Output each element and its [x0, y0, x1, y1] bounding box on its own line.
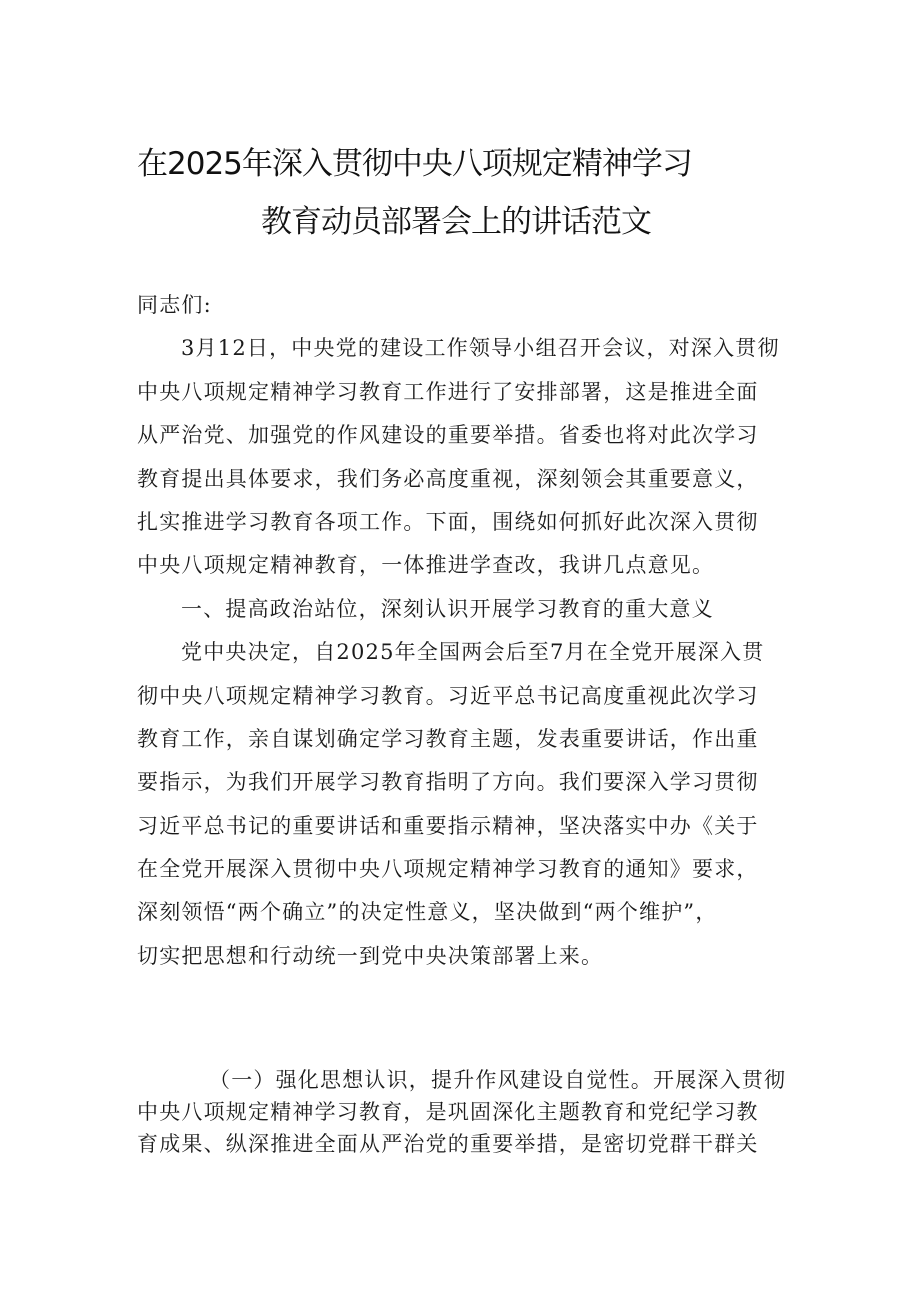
paragraph-2-line-2: 彻中央八项规定精神学习教育。习近平总书记高度重视此次学习	[137, 683, 759, 708]
paragraph-2-line-1: 党中央决定，自2025年全国两会后至7月在全党开展深入贯	[181, 640, 765, 665]
paragraph-1-line-2: 中央八项规定精神学习教育工作进行了安排部署，这是推进全面	[137, 379, 759, 404]
paragraph-1-line-5: 扎实推进学习教育各项工作。下面，围绕如何抓好此次深入贯彻	[137, 509, 759, 534]
paragraph-3-line-3: 育成果、纵深推进全面从严治党的重要举措，是密切党群干群关	[137, 1132, 759, 1156]
section-heading-1: 一、提高政治站位，深刻认识开展学习教育的重大意义	[181, 596, 714, 621]
document-title-line-1: 在2025年深入贯彻中央八项规定精神学习	[137, 146, 692, 182]
paragraph-3-line-1: （一）强化思想认识，提升作风建设自觉性。开展深入贯彻	[209, 1068, 787, 1092]
paragraph-2-line-5: 习近平总书记的重要讲话和重要指示精神，坚决落实中办《关于	[137, 813, 759, 838]
paragraph-1-line-6: 中央八项规定精神教育，一体推进学查改，我讲几点意见。	[137, 553, 715, 578]
paragraph-2-line-6: 在全党开展深入贯彻中央八项规定精神学习教育的通知》要求，	[137, 857, 759, 882]
paragraph-2-line-8: 切实把思想和行动统一到党中央决策部署上来。	[137, 943, 604, 968]
document-title-line-2: 教育动员部署会上的讲话范文	[261, 204, 651, 240]
paragraph-1-line-4: 教育提出具体要求，我们务必高度重视，深刻领会其重要意义，	[137, 466, 759, 491]
paragraph-2-line-3: 教育工作，亲自谋划确定学习教育主题，发表重要讲话，作出重	[137, 726, 759, 751]
paragraph-3-line-2: 中央八项规定精神学习教育，是巩固深化主题教育和党纪学习教	[137, 1100, 759, 1124]
paragraph-2-line-7: 深刻领悟“两个确立”的决定性意义，坚决做到“两个维护”，	[137, 900, 718, 925]
paragraph-2-line-4: 要指示，为我们开展学习教育指明了方向。我们要深入学习贯彻	[137, 770, 759, 795]
paragraph-1-line-1: 3月12日，中央党的建设工作领导小组召开会议，对深入贯彻	[181, 336, 780, 361]
salutation: 同志们:	[137, 293, 212, 317]
speech-body-continued	[137, 1064, 797, 1160]
paragraph-1-line-3: 从严治党、加强党的作风建设的重要举措。省委也将对此次学习	[137, 423, 759, 448]
speech-body	[137, 284, 797, 978]
